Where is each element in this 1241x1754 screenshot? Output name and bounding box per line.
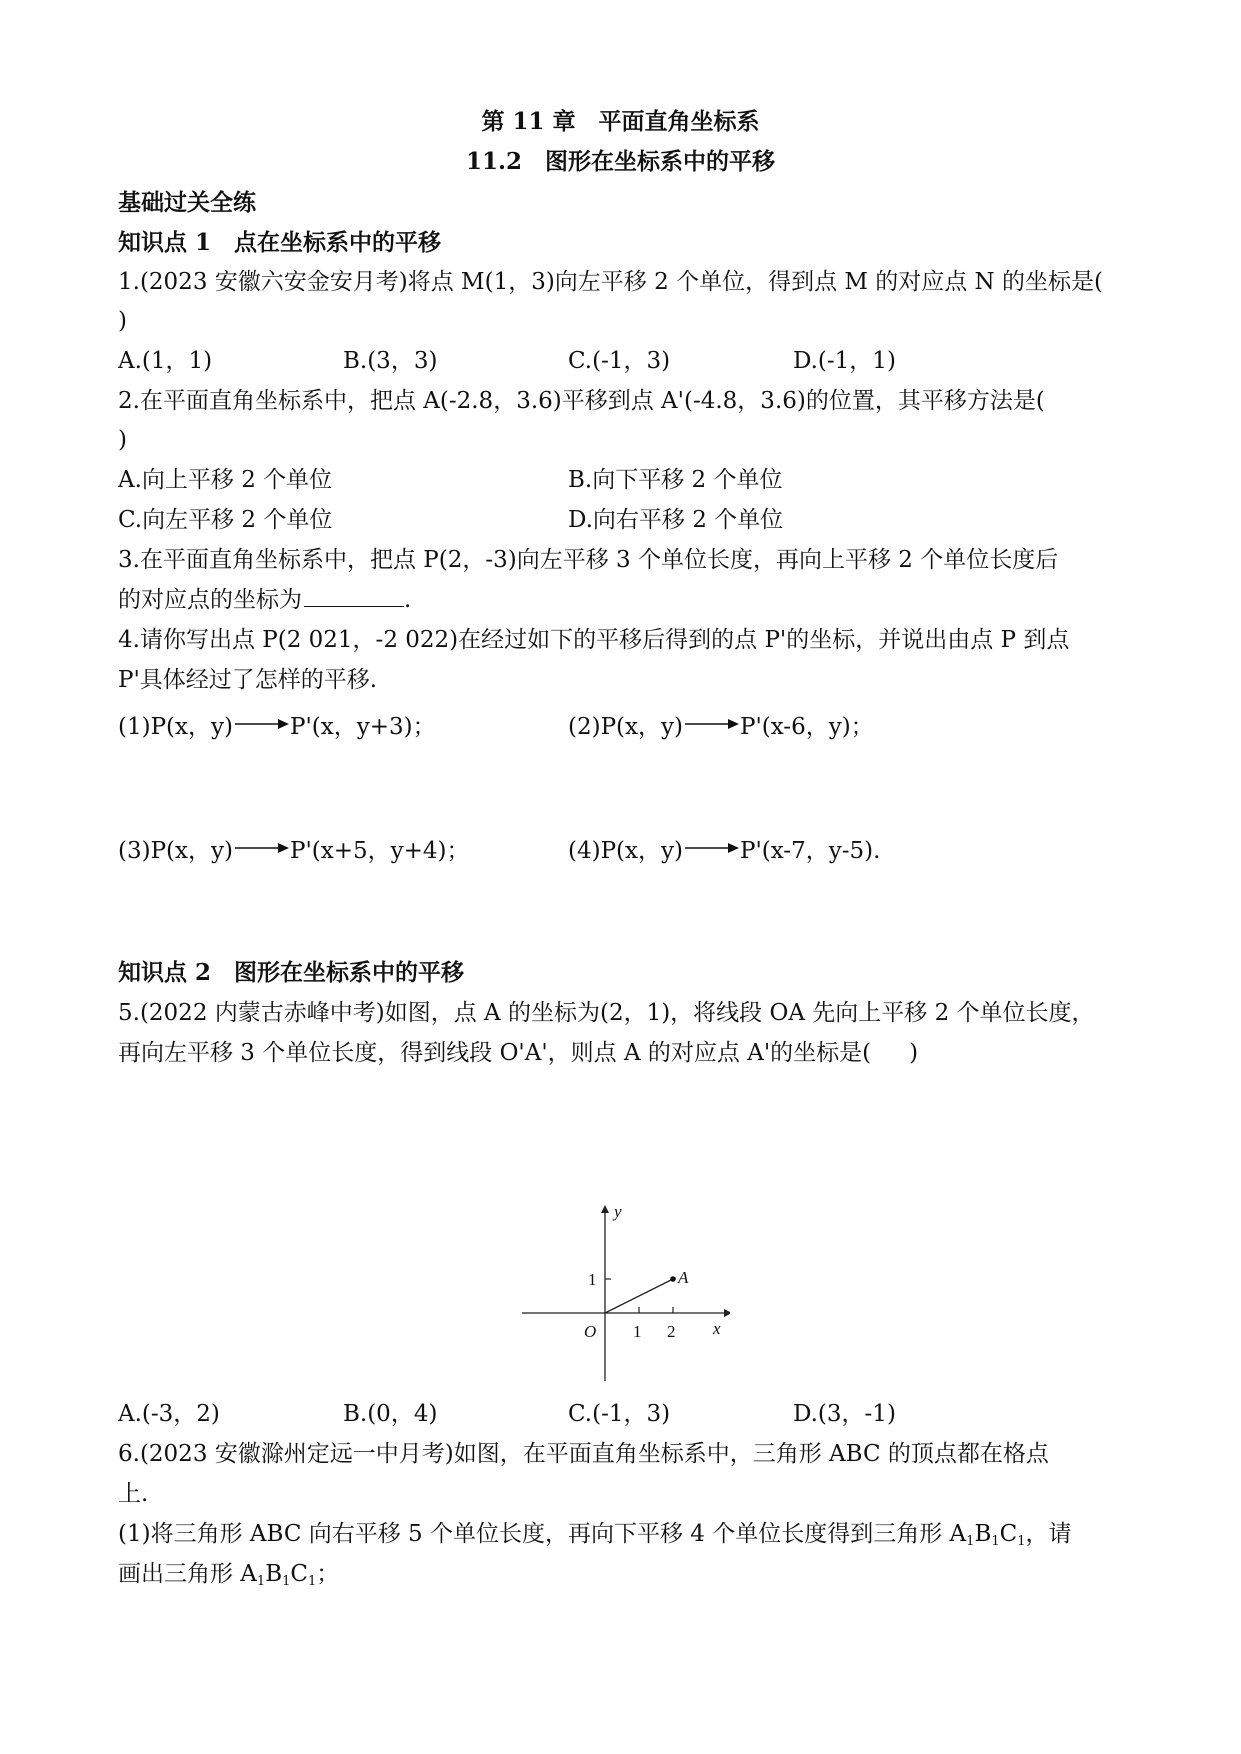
question-1-close-paren: ) (118, 308, 127, 334)
question-4-line-2: P'具体经过了怎样的平移. (118, 667, 378, 693)
section-title: 11.2 图形在坐标系中的平移 (465, 148, 776, 175)
x-axis-arrow-icon (724, 1309, 730, 1317)
question-5-option-a: A.(-3，2) (118, 1401, 220, 1427)
question-4-part-3 (118, 835, 470, 867)
sub-1-line-2-text-a: 画出三角形 A (118, 1561, 257, 1587)
chapter-title: 第 11 章 平面直角坐标系 (481, 108, 760, 135)
mapping-arrow-icon (234, 716, 289, 736)
mapping-arrow-icon (234, 840, 289, 860)
point-a-label: A (678, 1268, 689, 1287)
subscript-1: 1 (991, 1534, 1000, 1549)
question-2-close-paren: ) (118, 427, 127, 453)
question-4-part-1 (118, 711, 436, 743)
question-2-option-b: B.向下平移 2 个单位 (568, 467, 783, 493)
question-5-line-1: 5.(2022 内蒙古赤峰中考)如图，点 A 的坐标为(2，1)，将线段 OA 先向上平移 2 个单位长度， (118, 1000, 1095, 1026)
sub-1-line-2-text-d: ； (316, 1561, 340, 1587)
question-3-end: . (404, 587, 412, 613)
part-2-target: P'(x-6，y)； (739, 714, 874, 740)
x-tick-label-2: 2 (667, 1322, 676, 1341)
question-2-option-d: D.向右平移 2 个单位 (568, 507, 784, 533)
knowledge-point-1-heading: 知识点 1 点在坐标系中的平移 (118, 229, 442, 256)
part-3-target: P'(x+5，y+4)； (289, 838, 470, 864)
x-axis-label: x (713, 1319, 721, 1338)
x-tick-label-1: 1 (633, 1322, 642, 1341)
part-2-source: (2)P(x，y) (568, 714, 683, 740)
sub-1-line-2-text-b: B (265, 1561, 283, 1587)
sub-1-text-c: C (999, 1521, 1018, 1547)
question-4-line-1: 4.请你写出点 P(2 021，-2 022)在经过如下的平移后得到的点 P'的坐标，并说出由点 P 到点 (118, 627, 1070, 653)
subscript-1: 1 (308, 1574, 317, 1589)
origin-label: O (584, 1322, 597, 1341)
sub-1-line-2-text-c: C (290, 1561, 308, 1587)
point-a (670, 1276, 676, 1282)
subscript-1: 1 (1017, 1534, 1026, 1549)
question-5-option-c: C.(-1，3) (568, 1401, 671, 1427)
question-3-line-2 (118, 584, 411, 616)
question-5-line-2 (118, 1037, 918, 1069)
question-3-line-1: 3.在平面直角坐标系中，把点 P(2，-3)向左平移 3 个单位长度，再向上平移 2 个单位长度后 (118, 547, 1059, 573)
knowledge-point-2-heading: 知识点 2 图形在坐标系中的平移 (118, 959, 465, 986)
basic-practice-heading: 基础过关全练 (118, 189, 256, 216)
sub-1-text-d: ，请 (1025, 1521, 1072, 1547)
answer-blank (304, 586, 404, 607)
part-3-source: (3)P(x，y) (118, 838, 233, 864)
question-2-text: 2.在平面直角坐标系中，把点 A(-2.8，3.6)平移到点 A'(-4.8，3.6)的位置，其平移方法是( (118, 388, 1045, 414)
sub-1-text-b: B (974, 1521, 992, 1547)
question-2-option-c: C.向左平移 2 个单位 (118, 507, 333, 533)
subscript-1: 1 (966, 1534, 975, 1549)
question-5-close-paren: ) (909, 1040, 919, 1066)
question-5-option-b: B.(0，4) (343, 1401, 438, 1427)
part-1-target: P'(x，y+3)； (289, 714, 436, 740)
y-axis-label: y (614, 1203, 622, 1221)
question-6-line-2: 上. (118, 1481, 149, 1507)
y-tick-label-1: 1 (588, 1270, 597, 1289)
coordinate-graph (520, 1203, 730, 1388)
question-1-text: 1.(2023 安徽六安金安月考)将点 M(1，3)向左平移 2 个单位，得到点 M 的对应点 N 的坐标是( (118, 269, 1103, 295)
question-6-line-1: 6.(2023 安徽滁州定远一中月考)如图，在平面直角坐标系中，三角形 ABC 的顶点都在格点 (118, 1441, 1049, 1467)
question-3-line-2-text: 的对应点的坐标为 (118, 587, 302, 613)
question-1-option-b: B.(3，3) (343, 348, 438, 374)
question-1-option-c: C.(-1，3) (568, 348, 671, 374)
y-axis-arrow-icon (601, 1205, 609, 1213)
question-6-sub-1-line-2 (118, 1558, 339, 1598)
question-5-option-d: D.(3，-1) (793, 1401, 896, 1427)
part-1-source: (1)P(x，y) (118, 714, 233, 740)
mapping-arrow-icon (684, 840, 739, 860)
question-4-part-4 (568, 835, 880, 867)
part-4-target: P'(x-7，y-5). (739, 838, 881, 864)
mapping-arrow-icon (684, 716, 739, 736)
sub-1-text-a: (1)将三角形 ABC 向右平移 5 个单位长度，再向下平移 4 个单位长度得到三角形 A (118, 1521, 967, 1547)
part-4-source: (4)P(x，y) (568, 838, 683, 864)
question-1-option-a: A.(1，1) (118, 348, 213, 374)
question-2-option-a: A.向上平移 2 个单位 (118, 467, 333, 493)
question-6-sub-1-line-1 (118, 1518, 1072, 1558)
question-4-part-2 (568, 711, 874, 743)
subscript-1: 1 (282, 1574, 291, 1589)
subscript-1: 1 (256, 1574, 266, 1589)
question-1-option-d: D.(-1，1) (793, 348, 896, 374)
question-5-line-2-text: 再向左平移 3 个单位长度，得到线段 O'A'，则点 A 的对应点 A'的坐标是( (118, 1040, 872, 1066)
